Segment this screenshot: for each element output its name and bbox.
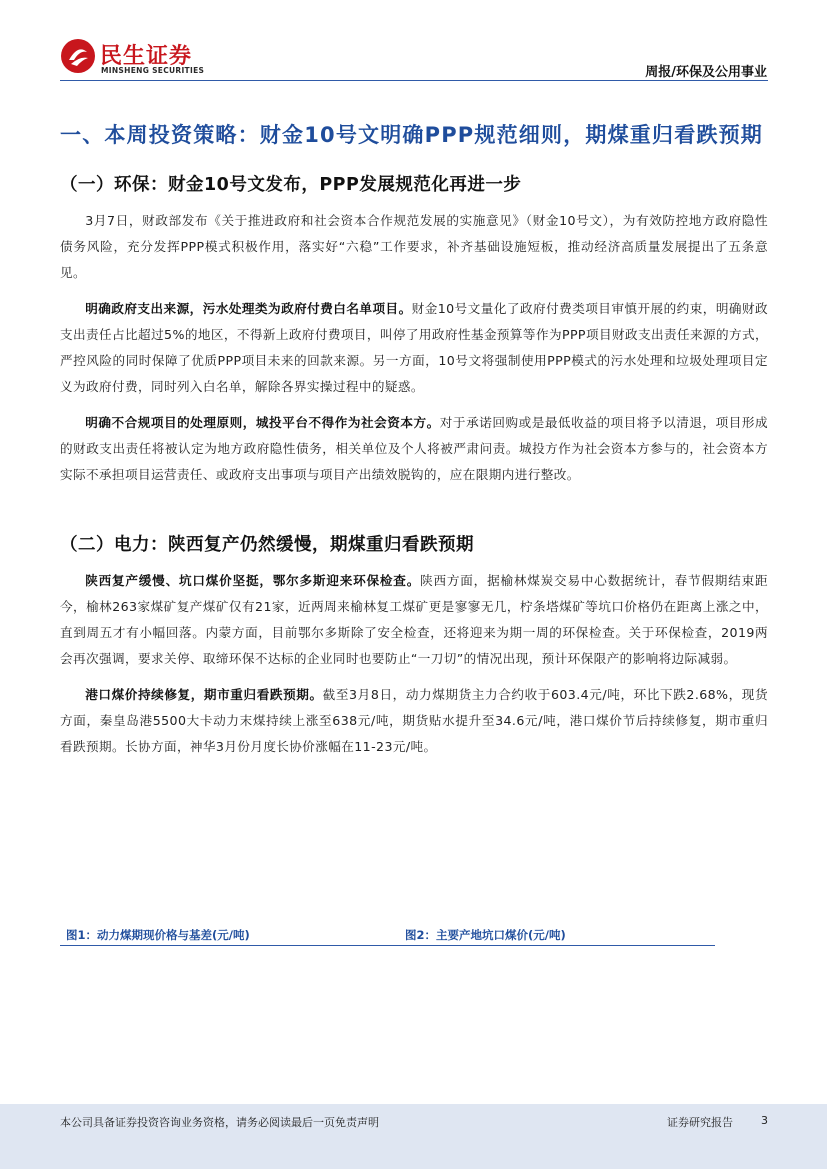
subsection-title-power: （二）电力：陕西复产仍然缓慢，期煤重归看跌预期	[60, 535, 474, 555]
paragraph-lead: 陕西复产缓慢、坑口煤价坚挺，鄂尔多斯迎来环保检查。	[85, 573, 421, 588]
paragraph-lead: 港口煤价持续修复，期市重归看跌预期。	[85, 687, 323, 702]
minsheng-logo	[60, 38, 210, 80]
logo-text-en: MINSHENG SECURITIES	[101, 66, 205, 75]
section-title: 一、本周投资策略：财金10号文明确PPP规范细则，期煤重归看跌预期	[60, 123, 763, 147]
footer-disclaimer: 本公司具备证券投资咨询业务资格，请务必阅读最后一页免责声明	[60, 1116, 379, 1129]
paragraph	[60, 568, 768, 672]
figure-1-caption: 图1：动力煤期现价格与基差(元/吨)	[66, 928, 250, 942]
page-header	[0, 0, 827, 82]
page-number: 3	[761, 1114, 768, 1127]
paragraph-lead: 明确政府支出来源，污水处理类为政府付费白名单项目。	[85, 301, 412, 316]
footer-label: 证券研究报告	[667, 1116, 733, 1129]
header-divider	[60, 80, 768, 81]
minsheng-logo-icon	[60, 38, 96, 74]
paragraph-text: 陕西方面，据榆林煤炭交易中心数据统计，春节假期结束距今，榆林263家煤矿复产煤矿仅有21家，近两周来榆林复工煤矿更是寥寥无几，柠条塔煤矿等坑口价格仍在距离上涨之中，直到周五才有小幅回落。内蒙方面，目前鄂尔多斯除了安全检查，还将迎来为期一周的环保检查。关于环保检查，2019两会再次强调，要求关停、取缔环保不达标的企业同时也要防止“一刀切”的情况出现，预计环保限产的影响将边际减弱。	[60, 573, 768, 666]
figure-captions	[60, 925, 715, 946]
paragraph	[60, 410, 768, 488]
paragraph-text: 财金10号文量化了政府付费类项目审慎开展的约束，明确财政支出责任占比超过5%的地区，不得新上政府付费项目，叫停了用政府性基金预算等作为PPP项目财政支出责任来源的方式，严控风险的同时保障了优质PPP项目未来的回款来源。另一方面，10号文将强制使用PPP模式的污水处理和垃圾处理项目定义为政府付费，同时列入白名单，解除各界实操过程中的疑惑。	[60, 301, 768, 394]
logo-text-cn: 民生证券	[100, 44, 193, 69]
subsection-title-environment: （一）环保：财金10号文发布，PPP发展规范化再进一步	[60, 175, 522, 195]
paragraph-text: 截至3月8日，动力煤期货主力合约收于603.4元/吨，环比下跌2.68%，现货方面，秦皇岛港5500大卡动力末煤持续上涨至638元/吨，期货贴水提升至34.6元/吨，港口煤价节后持续修复，期市重归看跌预期。长协方面，神华3月份月度长协价涨幅在11-23元/吨。	[60, 687, 768, 754]
paragraph	[60, 682, 768, 760]
page-footer	[0, 1104, 827, 1169]
figure-2-caption: 图2：主要产地坑口煤价(元/吨)	[405, 928, 566, 942]
paragraph	[60, 296, 768, 400]
paragraph-lead: 明确不合规项目的处理原则，城投平台不得作为社会资本方。	[85, 415, 440, 430]
report-body	[60, 120, 768, 760]
paragraph-text: 对于承诺回购或是最低收益的项目将予以清退，项目形成的财政支出责任将被认定为地方政府隐性债务，相关单位及个人将被严肃问责。城投方作为社会资本方参与的，社会资本方实际不承担项目运营责任、或政府支出事项与项目产出绩效脱钩的，应在限期内进行整改。	[60, 415, 768, 482]
paragraph: 3月7日，财政部发布《关于推进政府和社会资本合作规范发展的实施意见》（财金10号文），为有效防控地方政府隐性债务风险，充分发挥PPP模式积极作用，落实好“六稳”工作要求，补齐基础设施短板，推动经济高质量发展提出了五条意见。	[60, 213, 768, 280]
report-category: 周报/环保及公用事业	[645, 65, 767, 80]
